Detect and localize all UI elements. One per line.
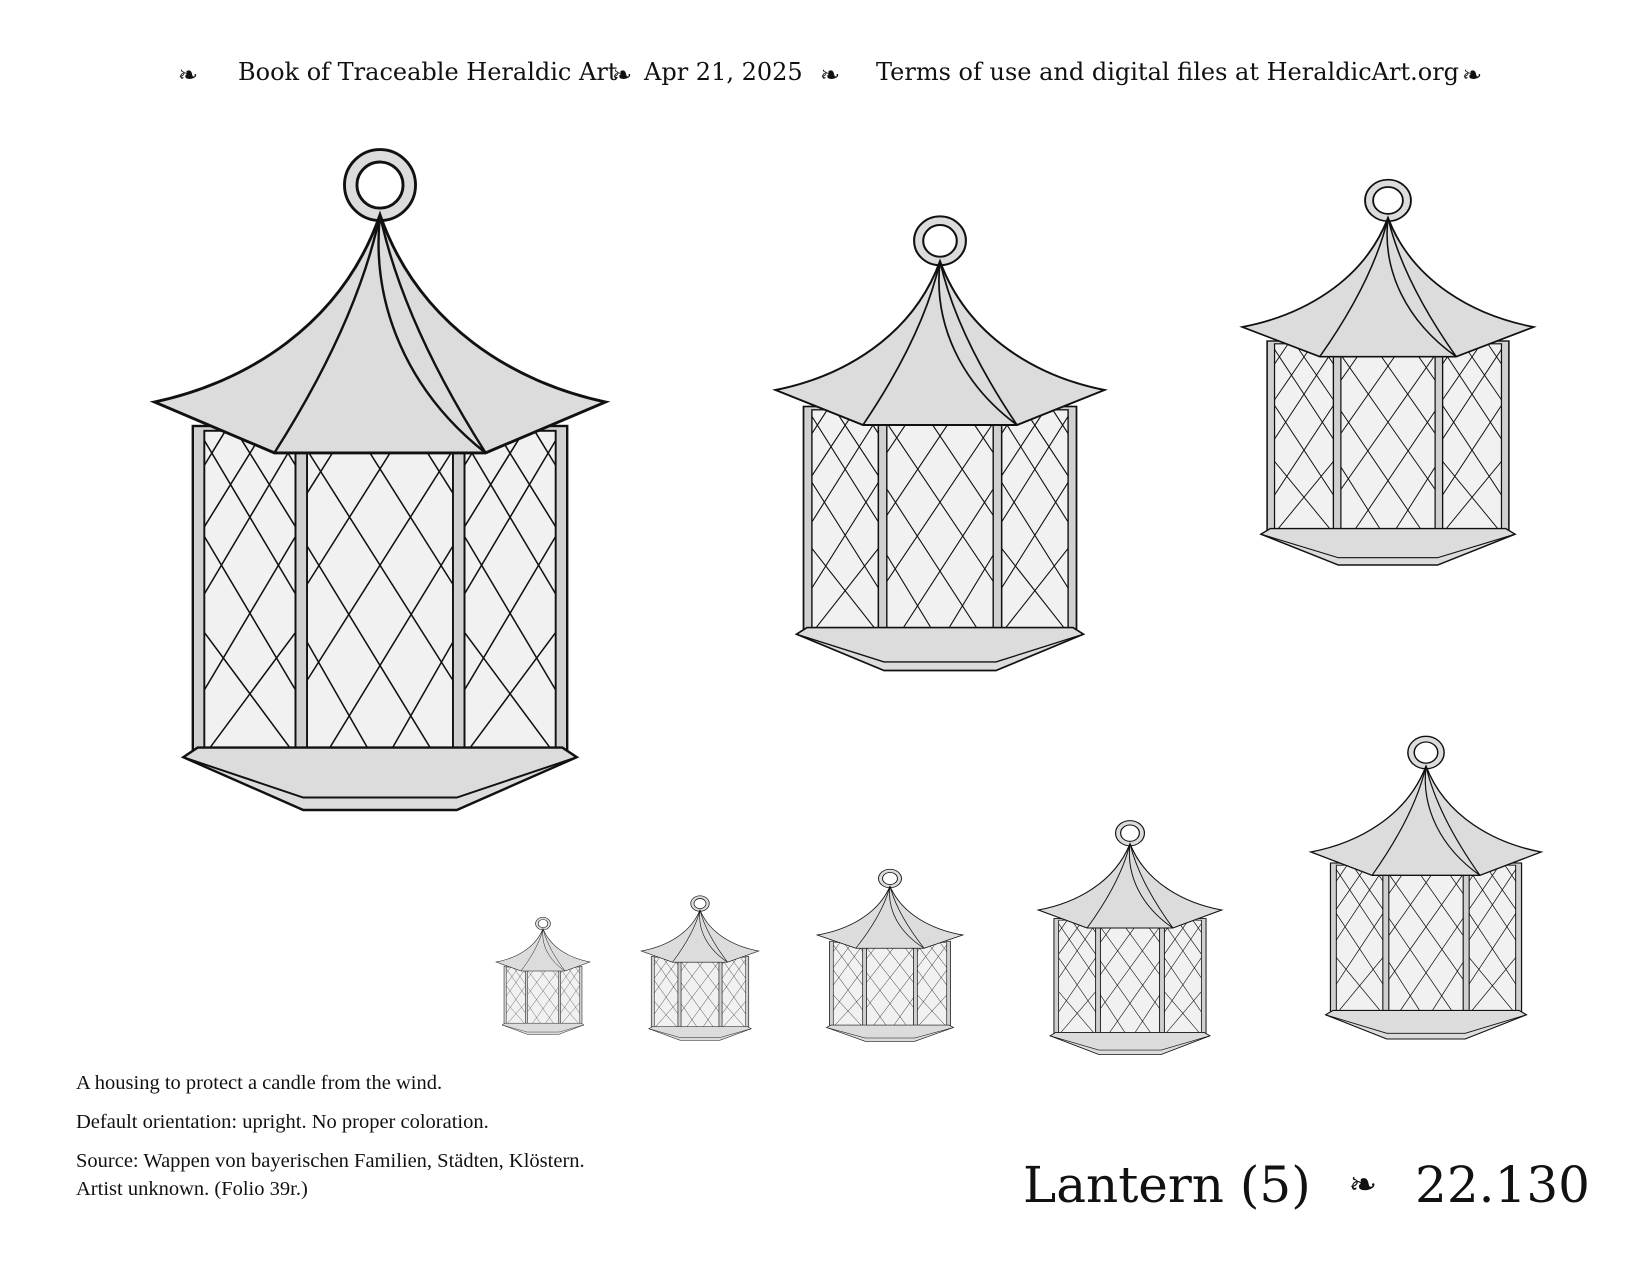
fleuron-icon: ❧	[1462, 61, 1483, 89]
description-line-2: Default orientation: upright. No proper coloration.	[76, 1111, 489, 1133]
lantern-row-5	[496, 917, 590, 1034]
lantern-row-2	[1038, 821, 1221, 1055]
lantern-small-upper	[1242, 180, 1533, 565]
description-artist: Artist unknown. (Folio 39r.)	[76, 1178, 308, 1200]
lantern-medium	[776, 216, 1105, 670]
charge-name: Lantern (5)	[1023, 1156, 1311, 1214]
book-title: Book of Traceable Heraldic Art	[238, 58, 618, 86]
fleuron-icon: ❧	[1348, 1165, 1378, 1205]
fleuron-icon: ❧	[820, 61, 841, 89]
description-line-1: A housing to protect a candle from the wind.	[76, 1072, 443, 1094]
lantern-row-4	[641, 896, 759, 1040]
charge-number: 22.130	[1415, 1156, 1590, 1214]
fleuron-icon: ❧	[178, 61, 199, 89]
header-terms: Terms of use and digital files at HeraldicArt.org	[876, 58, 1460, 86]
lantern-row-1	[1311, 736, 1541, 1039]
lantern-large	[154, 150, 605, 810]
lantern-row-3	[817, 869, 963, 1041]
footer-title	[1023, 1152, 1590, 1214]
header-date: Apr 21, 2025	[644, 58, 803, 86]
fleuron-icon: ❧	[612, 61, 633, 89]
description-source: Source: Wappen von bayerischen Familien, Städten, Klöstern.	[76, 1150, 585, 1172]
